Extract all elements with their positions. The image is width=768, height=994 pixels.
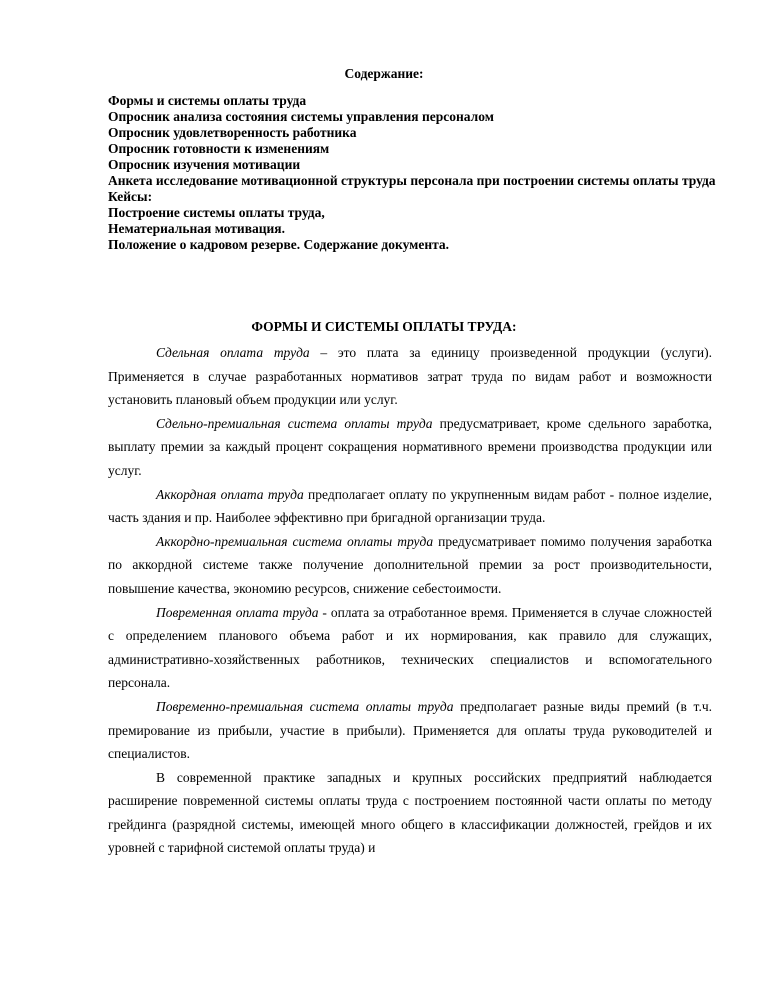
contents-item: Построение системы оплаты труда, xyxy=(108,205,325,220)
paragraph-text: В современной практике западных и крупных российских предприятий наблюдается расширение повременной системы оплаты труда с построением постоянной части оплаты по методу грейдинга (разрядной системы, имеющей много общего в классификации должностей, грейдов и их уровней с тарифной системой оплаты труда) и xyxy=(108,769,712,856)
paragraph xyxy=(108,341,712,412)
contents-list xyxy=(108,93,718,253)
section-title: ФОРМЫ И СИСТЕМЫ ОПЛАТЫ ТРУДА: xyxy=(251,319,517,334)
contents-item: Опросник анализа состояния системы управления персоналом xyxy=(108,109,494,124)
paragraph-term: Сдельно-премиальная система оплаты труда xyxy=(156,415,433,431)
paragraph-term: Аккордная оплата труда xyxy=(156,486,304,502)
contents-item: Положение о кадровом резерве. Содержание документа. xyxy=(108,237,450,252)
contents-item: Нематериальная мотивация. xyxy=(108,221,285,236)
paragraph-term: Повременная оплата труда xyxy=(156,604,319,620)
section-body xyxy=(108,341,712,860)
paragraph-term: Сдельная оплата труда xyxy=(156,345,310,360)
paragraph xyxy=(108,695,712,766)
contents-item: Опросник удовлетворенность работника xyxy=(108,125,357,140)
contents-title: Содержание: xyxy=(344,66,424,81)
paragraph-term: Аккордно-премиальная система оплаты труда xyxy=(156,533,434,549)
paragraph-text: - оплата за отработанное время. Применяется в случае сложностей с определением планового объема работ и их нормирования, как правило для служащих, административно-хозяйственных работников, технических специалистов и вспомогательного персонала. xyxy=(108,604,712,691)
contents-item: Анкета исследование мотивационной структуры персонала при построении системы оплаты труда xyxy=(108,173,716,188)
contents-item: Опросник изучения мотивации xyxy=(108,157,301,172)
paragraph xyxy=(108,483,712,530)
contents-item: Формы и системы оплаты труда xyxy=(108,93,307,108)
paragraph-text: предусматривает, кроме сдельного заработка, выплату премии за каждый процент сокращения нормативного времени производства продукции или услуг. xyxy=(108,415,713,478)
paragraph-text: предусматривает помимо получения заработка по аккордной системе также получение дополнительной премии за рост производительности, повышение качества, экономию ресурсов, снижение себестоимости. xyxy=(108,533,712,596)
paragraph-text: предполагает оплату по укрупненным видам работ - полное изделие, часть здания и пр. Наиболее эффективно при бригадной организации труда. xyxy=(108,486,712,526)
contents-item: Кейсы: xyxy=(108,189,153,204)
paragraph-text: – это плата за единицу произведенной продукции (услуги). Применяется в случае разработанных нормативов затрат труда по видам работ и возможности установить плановый объем продукции или услуг. xyxy=(108,345,712,408)
paragraph xyxy=(108,766,712,860)
paragraph xyxy=(108,412,712,483)
paragraph xyxy=(108,601,712,695)
paragraph-text: предполагает разные виды премий (в т.ч. премирование из прибыли, участие в прибыли). Применяется для оплаты труда руководителей и специалистов. xyxy=(108,698,712,762)
paragraph-term: Повременно-премиальная система оплаты труда xyxy=(156,698,454,714)
contents-item: Опросник готовности к изменениям xyxy=(108,141,330,156)
paragraph xyxy=(108,530,712,601)
